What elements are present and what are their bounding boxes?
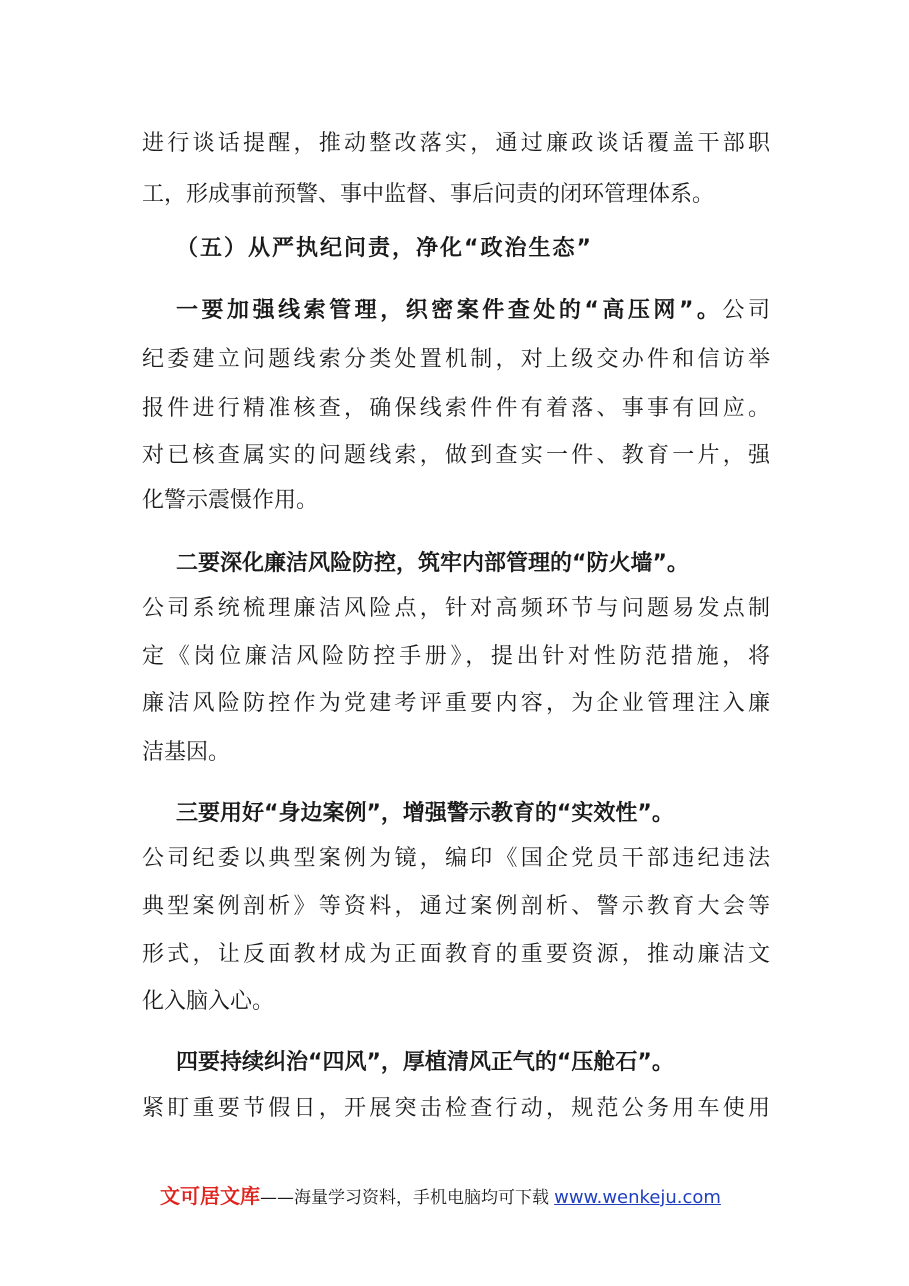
body-text-line: 工，形成事前预警、事中监督、事后问责的闭环管理体系。: [142, 182, 715, 207]
body-text-line: 纪委建立问题线索分类处置机制，对上级交办件和信访举: [142, 347, 770, 372]
paragraph-lead-bold: 二要深化廉洁风险防控，筑牢内部管理的“防火墙”。: [176, 551, 689, 576]
paragraph-first-line: [176, 1043, 770, 1083]
paragraph-lead-bold: 三要用好“身边案例”，增强警示教育的“实效性”。: [176, 801, 674, 826]
paragraph-first-line: [176, 544, 770, 584]
section-heading: （五）从严执纪问责，净化“政治生态”: [176, 236, 593, 261]
paragraph-first-line: [176, 794, 770, 834]
body-text-line: 廉洁风险防控作为党建考评重要内容，为企业管理注入廉: [142, 691, 770, 716]
paragraph-lead-bold: 一要加强线索管理，织密案件查处的“高压网”。: [176, 298, 723, 323]
paragraph-lead-tail: 公司: [722, 298, 770, 323]
paragraph-lead-bold: 四要持续纠治“四风”，厚植清风正气的“压舱石”。: [176, 1050, 674, 1075]
body-text-line: 公司纪委以典型案例为镜，编印《国企党员干部违纪违法: [142, 846, 770, 871]
body-text-line: 定《岗位廉洁风险防控手册》，提出针对性防范措施，将: [142, 644, 770, 669]
body-text-line: 对已核查属实的问题线索，做到查实一件、教育一片，强: [142, 443, 770, 468]
body-text-line: 公司系统梳理廉洁风险点，针对高频环节与问题易发点制: [142, 596, 770, 621]
body-text-line: 紧盯重要节假日，开展突击检查行动，规范公务用车使用: [142, 1096, 770, 1121]
body-text-line: 化入脑入心。: [142, 989, 275, 1014]
body-text-line: 化警示震慑作用。: [142, 488, 319, 513]
footer-url-link[interactable]: www.wenkeju.com: [554, 1187, 721, 1208]
body-text-line: 进行谈话提醒，推动整改落实，通过廉政谈话覆盖干部职: [142, 131, 770, 156]
paragraph-first-line: [176, 291, 770, 331]
body-text-line: 形式，让反面教材成为正面教育的重要资源，推动廉洁文: [142, 942, 770, 967]
body-text-line: 报件进行精准核查，确保线索件件有着落、事事有回应。: [142, 396, 770, 421]
body-text-line: 洁基因。: [142, 740, 231, 765]
footer: [160, 1182, 721, 1210]
footer-brand: 文可居文库: [160, 1184, 260, 1208]
body-text-line: 典型案例剖析》等资料，通过案例剖析、警示教育大会等: [142, 894, 770, 919]
footer-tagline: ——海量学习资料，手机电脑均可下载: [260, 1188, 549, 1208]
